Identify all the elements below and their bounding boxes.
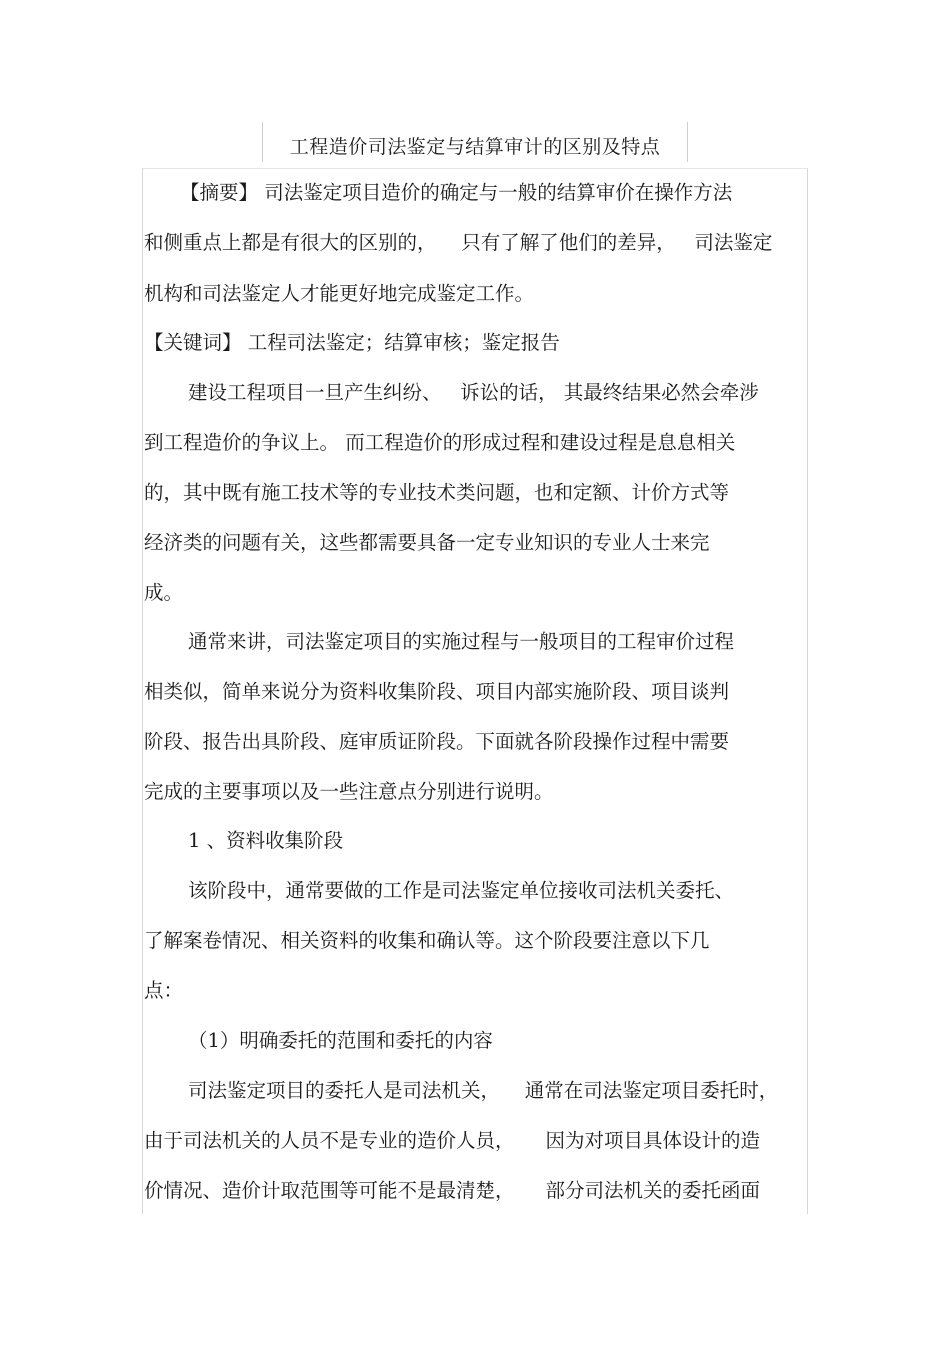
section-heading: 1 、资料收集阶段 [188,829,344,852]
paragraph-line: 了解案卷情况、相关资料的收集和确认等。这个阶段要注意以下几 [144,929,710,952]
paragraph-line: 成。 [144,581,184,604]
abstract-line-3: 机构和司法鉴定人才能更好地完成鉴定工作。 [144,282,535,305]
paragraph-line: 阶段、报告出具阶段、庭审质证阶段。下面就各阶段操作过程中需要 [144,730,730,753]
paragraph-line: 价情况、造价计取范围等可能不是最清楚， 部分司法机关的委托函面 [144,1179,760,1202]
paragraph-line: 该阶段中，通常要做的工作是司法鉴定单位接收司法机关委托、 [188,879,735,902]
paragraph-line: 相类似，简单来说分为资料收集阶段、项目内部实施阶段、项目谈判 [144,680,730,703]
paragraph-line: 通常来讲，司法鉴定项目的实施过程与一般项目的工程审价过程 [188,630,735,653]
paragraph-line: 的，其中既有施工技术等的专业技术类问题，也和定额、计价方式等 [144,481,730,504]
document-title: 工程造价司法鉴定与结算审计的区别及特点 [289,136,661,158]
paragraph-line: 点： [144,979,184,1002]
paragraph-line: 司法鉴定项目的委托人是司法机关， 通常在司法鉴定项目委托时， [188,1079,779,1102]
paragraph-line: 由于司法机关的人员不是专业的造价人员， 因为对项目具体设计的造 [144,1129,760,1152]
subsection-heading: （1）明确委托的范围和委托的内容 [188,1029,493,1052]
title-frame [262,122,688,162]
paragraph-line: 到工程造价的争议上。 而工程造价的形成过程和建设过程是息息相关 [144,431,736,454]
paragraph-line: 建设工程项目一旦产生纠纷、 诉讼的话， 其最终结果必然会牵涉 [188,381,759,404]
abstract-line-1: 【摘要】 司法鉴定项目造价的确定与一般的结算审价在操作方法 [180,181,733,204]
abstract-line-2: 和侧重点上都是有很大的区别的， 只有了解了他们的差异， 司法鉴定 [144,231,773,254]
keywords-line: 【关键词】 工程司法鉴定；结算审核；鉴定报告 [144,331,560,354]
paragraph-line: 完成的主要事项以及一些注意点分别进行说明。 [144,780,554,803]
paragraph-line: 经济类的问题有关，这些都需要具备一定专业知识的专业人士来完 [144,531,710,554]
